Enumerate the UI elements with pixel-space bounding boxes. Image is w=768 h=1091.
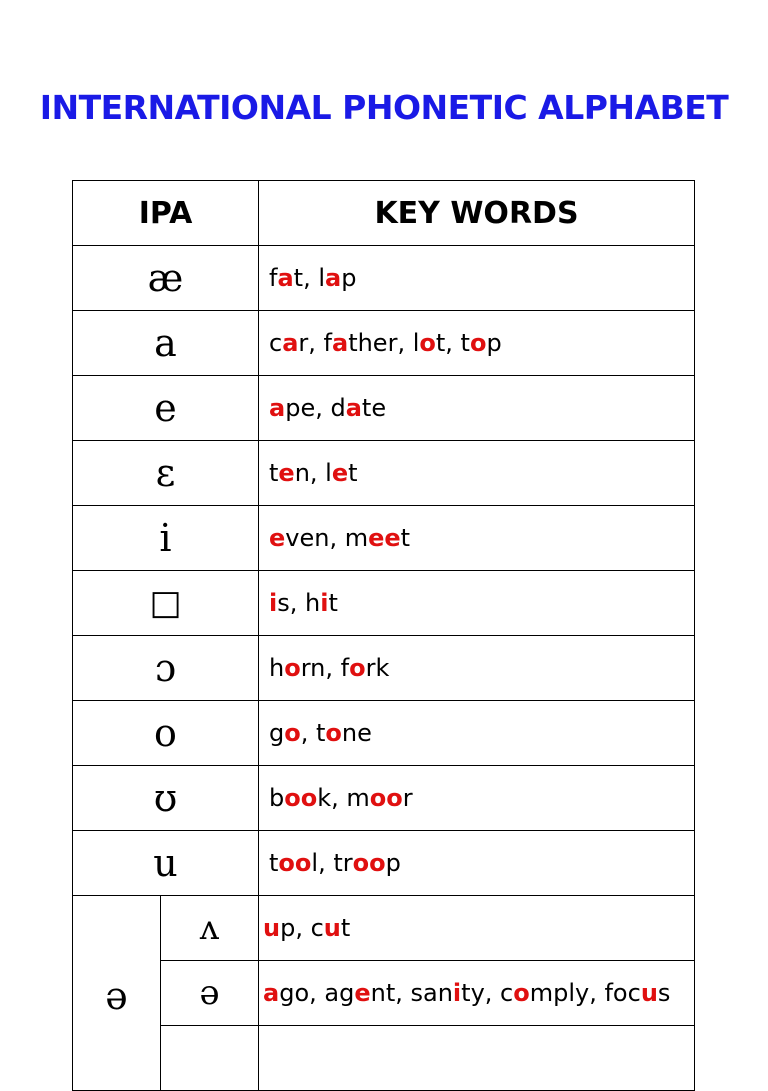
word-text: g bbox=[269, 719, 285, 747]
key-words bbox=[259, 636, 695, 701]
word-text: ven, m bbox=[285, 524, 369, 552]
ipa-symbol: u bbox=[73, 831, 259, 896]
word-text: n, l bbox=[294, 459, 332, 487]
word-text: ne bbox=[341, 719, 372, 747]
word-text: t bbox=[340, 914, 351, 942]
highlighted-letters: oo bbox=[278, 849, 312, 877]
ipa-subrow bbox=[73, 1026, 695, 1091]
highlighted-letters: u bbox=[323, 914, 341, 942]
ipa-row bbox=[73, 636, 695, 701]
key-words bbox=[259, 961, 695, 1026]
highlighted-letters: o bbox=[349, 654, 366, 682]
ipa-symbol: a bbox=[73, 311, 259, 376]
ipa-sub-symbol: ə bbox=[161, 961, 259, 1026]
key-words bbox=[259, 246, 695, 311]
word-text: p bbox=[385, 849, 401, 877]
word-text: t, t bbox=[435, 329, 470, 357]
word-text: rn, f bbox=[300, 654, 350, 682]
ipa-symbol: ɛ bbox=[73, 441, 259, 506]
word-text: p bbox=[486, 329, 502, 357]
header-row bbox=[73, 181, 695, 246]
key-words bbox=[259, 311, 695, 376]
highlighted-letters: a bbox=[263, 979, 280, 1007]
ipa-row bbox=[73, 831, 695, 896]
ipa-row bbox=[73, 376, 695, 441]
word-text: s, h bbox=[277, 589, 321, 617]
word-text: t bbox=[269, 459, 279, 487]
word-text: t, l bbox=[293, 264, 325, 292]
highlighted-letters: a bbox=[282, 329, 299, 357]
word-text: c bbox=[269, 329, 283, 357]
word-text: ther, l bbox=[348, 329, 420, 357]
highlighted-letters: o bbox=[284, 654, 301, 682]
key-words bbox=[259, 506, 695, 571]
word-text: mply, foc bbox=[529, 979, 641, 1007]
word-text: rk bbox=[365, 654, 390, 682]
highlighted-letters: e bbox=[354, 979, 371, 1007]
word-text: t bbox=[269, 849, 279, 877]
key-words bbox=[259, 376, 695, 441]
highlighted-letters: a bbox=[345, 394, 362, 422]
highlighted-letters: i bbox=[320, 589, 329, 617]
ipa-symbol: ʊ bbox=[73, 766, 259, 831]
highlighted-letters: a bbox=[331, 329, 349, 357]
word-text: r, f bbox=[298, 329, 332, 357]
highlighted-letters: oo bbox=[369, 784, 403, 812]
highlighted-letters: o bbox=[284, 719, 301, 747]
ipa-row bbox=[73, 701, 695, 766]
key-words bbox=[259, 766, 695, 831]
highlighted-letters: e bbox=[269, 524, 286, 552]
word-text: f bbox=[269, 264, 278, 292]
ipa-symbol: o bbox=[73, 701, 259, 766]
ipa-row bbox=[73, 311, 695, 376]
ipa-table bbox=[72, 180, 695, 1091]
highlighted-letters: i bbox=[452, 979, 462, 1007]
word-text: k, m bbox=[317, 784, 370, 812]
word-text: t bbox=[348, 459, 358, 487]
highlighted-letters: e bbox=[278, 459, 295, 487]
ipa-sub-symbol: ʌ bbox=[161, 896, 259, 961]
ipa-sub-symbol bbox=[161, 1026, 259, 1091]
word-text: nt, san bbox=[370, 979, 453, 1007]
ipa-subrow bbox=[73, 896, 695, 961]
word-text: t bbox=[328, 589, 338, 617]
key-words bbox=[259, 896, 695, 961]
highlighted-letters: o bbox=[513, 979, 530, 1007]
highlighted-letters: u bbox=[640, 979, 658, 1007]
key-words bbox=[259, 701, 695, 766]
ipa-symbol: □ bbox=[73, 571, 259, 636]
highlighted-letters: oo bbox=[284, 784, 318, 812]
highlighted-letters: a bbox=[277, 264, 294, 292]
word-text: , t bbox=[300, 719, 326, 747]
word-text: s bbox=[657, 979, 671, 1007]
ipa-group-symbol: ə bbox=[73, 896, 161, 1091]
highlighted-letters: o bbox=[325, 719, 342, 747]
word-text: go, ag bbox=[279, 979, 355, 1007]
word-text: te bbox=[361, 394, 387, 422]
ipa-symbol: ɔ bbox=[73, 636, 259, 701]
key-words bbox=[259, 441, 695, 506]
highlighted-letters: u bbox=[263, 914, 281, 942]
key-words bbox=[259, 831, 695, 896]
ipa-symbol: i bbox=[73, 506, 259, 571]
ipa-header: IPA bbox=[73, 181, 259, 246]
highlighted-letters: e bbox=[331, 459, 349, 487]
ipa-symbol: æ bbox=[73, 246, 259, 311]
word-text: pe, d bbox=[285, 394, 346, 422]
key-words bbox=[259, 1026, 695, 1091]
highlighted-letters: oo bbox=[352, 849, 386, 877]
ipa-subrow bbox=[73, 961, 695, 1026]
highlighted-letters: o bbox=[469, 329, 487, 357]
ipa-row bbox=[73, 571, 695, 636]
highlighted-letters: i bbox=[269, 589, 278, 617]
word-text: b bbox=[269, 784, 285, 812]
ipa-row bbox=[73, 441, 695, 506]
ipa-row bbox=[73, 766, 695, 831]
ipa-row bbox=[73, 246, 695, 311]
highlighted-letters: o bbox=[419, 329, 436, 357]
ipa-row bbox=[73, 506, 695, 571]
highlighted-letters: a bbox=[269, 394, 286, 422]
word-text: t bbox=[400, 524, 411, 552]
word-text: l, tr bbox=[311, 849, 353, 877]
highlighted-letters: a bbox=[325, 264, 342, 292]
word-text: p, c bbox=[280, 914, 324, 942]
key-words-header: KEY WORDS bbox=[259, 181, 695, 246]
highlighted-letters: ee bbox=[368, 524, 401, 552]
ipa-symbol: e bbox=[73, 376, 259, 441]
word-text: p bbox=[341, 264, 357, 292]
word-text: h bbox=[269, 654, 285, 682]
key-words bbox=[259, 571, 695, 636]
word-text: r bbox=[402, 784, 413, 812]
page-title: INTERNATIONAL PHONETIC ALPHABET bbox=[39, 88, 729, 127]
word-text: ty, c bbox=[461, 979, 514, 1007]
